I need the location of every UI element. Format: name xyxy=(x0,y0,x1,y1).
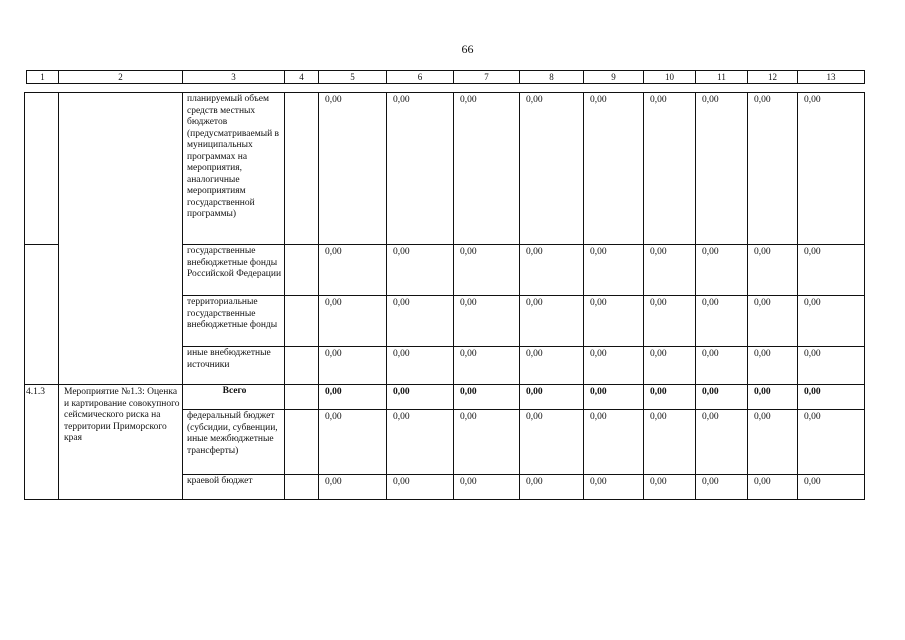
name-cell xyxy=(59,93,183,385)
value-cell: 0,00 xyxy=(584,385,644,410)
value-cell: 0,00 xyxy=(584,475,644,500)
value-cell: 0,00 xyxy=(584,347,644,385)
value-cell: 0,00 xyxy=(454,245,520,296)
value-cell: 0,00 xyxy=(454,475,520,500)
value-cell: 0,00 xyxy=(454,347,520,385)
value-cell: 0,00 xyxy=(387,245,454,296)
source-cell: иные внебюджетные источники xyxy=(183,347,285,385)
value-cell: 0,00 xyxy=(319,347,387,385)
budget-table xyxy=(24,92,865,500)
source-cell: краевой бюджет xyxy=(183,475,285,500)
value-cell: 0,00 xyxy=(520,410,584,475)
value-cell: 0,00 xyxy=(696,385,748,410)
value-cell: 0,00 xyxy=(520,296,584,347)
value-cell: 0,00 xyxy=(520,475,584,500)
value-cell: 0,00 xyxy=(319,296,387,347)
value-cell: 0,00 xyxy=(644,93,696,245)
value-cell: 0,00 xyxy=(584,245,644,296)
page-number: 66 xyxy=(461,42,474,56)
value-cell: 0,00 xyxy=(454,410,520,475)
col4-cell xyxy=(285,93,319,245)
source-cell-total: Всего xyxy=(183,385,285,410)
value-cell: 0,00 xyxy=(798,475,865,500)
value-cell: 0,00 xyxy=(748,410,798,475)
value-cell: 0,00 xyxy=(696,296,748,347)
value-cell: 0,00 xyxy=(584,410,644,475)
header-cell: 11 xyxy=(696,71,748,84)
source-cell: федеральный бюджет (субсидии, субвенции, иные межбюджетные трансферты) xyxy=(183,410,285,475)
source-cell: планируемый объем средств местных бюджетов (предусматриваемый в муниципальных программах на мероприятия, аналогичные мероприятиям государственной программы) xyxy=(183,93,285,245)
value-cell: 0,00 xyxy=(748,296,798,347)
value-cell: 0,00 xyxy=(319,93,387,245)
header-cell: 8 xyxy=(520,71,584,84)
header-cell: 10 xyxy=(644,71,696,84)
measure-name-cell: Мероприятие №1.3: Оценка и картирование совокупного сейсмического риска на территории Приморского края xyxy=(59,385,183,500)
value-cell: 0,00 xyxy=(319,475,387,500)
value-cell: 0,00 xyxy=(644,475,696,500)
table-row xyxy=(25,385,865,410)
col4-cell xyxy=(285,385,319,410)
value-cell: 0,00 xyxy=(696,93,748,245)
value-cell: 0,00 xyxy=(520,245,584,296)
header-cell: 3 xyxy=(183,71,285,84)
value-cell: 0,00 xyxy=(520,93,584,245)
column-header-table xyxy=(26,70,865,84)
value-cell: 0,00 xyxy=(644,245,696,296)
code-cell xyxy=(25,245,59,385)
value-cell: 0,00 xyxy=(798,385,865,410)
value-cell: 0,00 xyxy=(748,385,798,410)
header-cell: 5 xyxy=(319,71,387,84)
header-cell: 12 xyxy=(748,71,798,84)
value-cell: 0,00 xyxy=(584,93,644,245)
source-cell: территориальные государственные внебюджетные фонды xyxy=(183,296,285,347)
header-cell: 2 xyxy=(59,71,183,84)
header-cell: 7 xyxy=(454,71,520,84)
code-cell xyxy=(25,93,59,245)
header-cell: 13 xyxy=(798,71,865,84)
value-cell: 0,00 xyxy=(696,245,748,296)
value-cell: 0,00 xyxy=(387,410,454,475)
value-cell: 0,00 xyxy=(454,296,520,347)
value-cell: 0,00 xyxy=(644,385,696,410)
value-cell: 0,00 xyxy=(696,475,748,500)
value-cell: 0,00 xyxy=(584,296,644,347)
col4-cell xyxy=(285,245,319,296)
value-cell: 0,00 xyxy=(454,93,520,245)
code-cell: 4.1.3 xyxy=(25,385,59,500)
value-cell: 0,00 xyxy=(798,410,865,475)
value-cell: 0,00 xyxy=(696,410,748,475)
value-cell: 0,00 xyxy=(798,93,865,245)
value-cell: 0,00 xyxy=(696,347,748,385)
value-cell: 0,00 xyxy=(644,410,696,475)
value-cell: 0,00 xyxy=(748,475,798,500)
value-cell: 0,00 xyxy=(748,93,798,245)
value-cell: 0,00 xyxy=(319,385,387,410)
value-cell: 0,00 xyxy=(387,385,454,410)
value-cell: 0,00 xyxy=(387,475,454,500)
source-cell: государственные внебюджетные фонды Российской Федерации xyxy=(183,245,285,296)
value-cell: 0,00 xyxy=(748,347,798,385)
value-cell: 0,00 xyxy=(644,347,696,385)
col4-cell xyxy=(285,475,319,500)
value-cell: 0,00 xyxy=(748,245,798,296)
col4-cell xyxy=(285,347,319,385)
value-cell: 0,00 xyxy=(387,93,454,245)
value-cell: 0,00 xyxy=(798,245,865,296)
header-cell: 9 xyxy=(584,71,644,84)
col4-cell xyxy=(285,410,319,475)
value-cell: 0,00 xyxy=(798,347,865,385)
header-cell: 1 xyxy=(27,71,59,84)
value-cell: 0,00 xyxy=(798,296,865,347)
value-cell: 0,00 xyxy=(387,347,454,385)
value-cell: 0,00 xyxy=(387,296,454,347)
value-cell: 0,00 xyxy=(319,410,387,475)
value-cell: 0,00 xyxy=(319,245,387,296)
header-cell: 4 xyxy=(285,71,319,84)
header-cell: 6 xyxy=(387,71,454,84)
col4-cell xyxy=(285,296,319,347)
value-cell: 0,00 xyxy=(520,347,584,385)
value-cell: 0,00 xyxy=(644,296,696,347)
table-row xyxy=(25,93,865,245)
value-cell: 0,00 xyxy=(454,385,520,410)
value-cell: 0,00 xyxy=(520,385,584,410)
